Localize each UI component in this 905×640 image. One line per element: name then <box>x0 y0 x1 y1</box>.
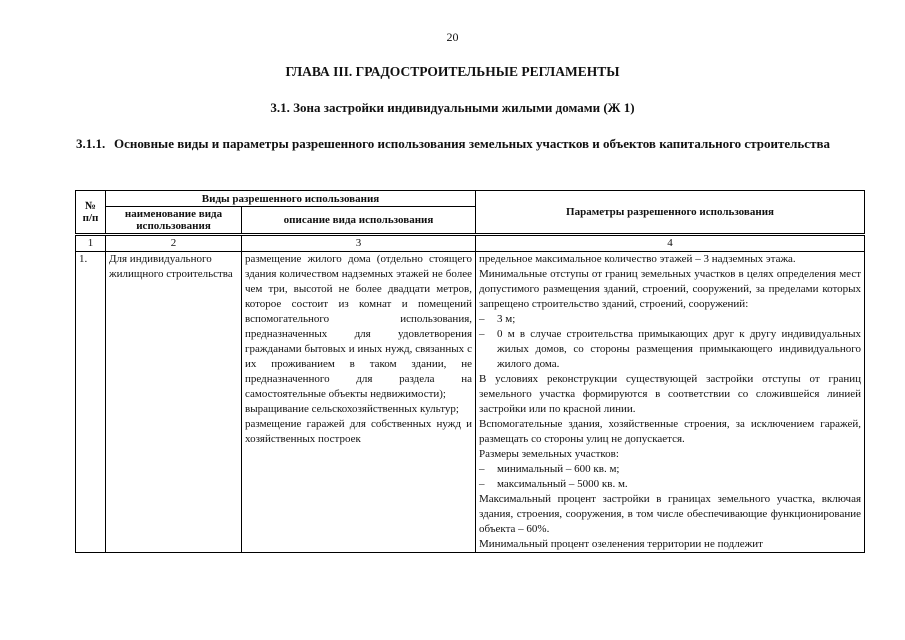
chapter-title: ГЛАВА III. ГРАДОСТРОИТЕЛЬНЫЕ РЕГЛАМЕНТЫ <box>285 64 620 79</box>
use-name-cell: Для индивидуального жилищного строительства <box>106 252 242 553</box>
description-paragraph: размещение жилого дома (отдельно стоящего здания количеством надземных этажей не более чем три, высотой не более двадцати метров, которое состоит из комнат и помещений вспомогательного использования, предназначенных для удовлетворения гражданами бытовых и иных нужд, связанных с их проживанием в таком здании, не предназначенного для раздела на самостоятельные объекты недвижимости); <box>245 253 473 400</box>
params-paragraph: Минимальный процент озеленения территории не подлежит <box>479 538 763 550</box>
params-paragraph: Максимальный процент застройки в границах земельного участка, включая здания, строения, сооружения, в том числе обеспечивающие функционирование объекта – 60%. <box>479 493 862 535</box>
params-bullet <box>479 312 861 327</box>
regulations-table <box>75 190 865 553</box>
params-paragraph: предельное максимальное количество этажей – 3 надземных этажа. <box>479 253 796 265</box>
description-paragraph: размещение гаражей для собственных нужд и хозяйственных построек <box>245 418 473 445</box>
bullet-text: 3 м; <box>497 313 516 325</box>
bullet-dash: – <box>479 313 485 325</box>
description-paragraph: выращивание сельскохозяйственных культур; <box>245 403 459 415</box>
bullet-dash: – <box>479 463 485 475</box>
use-description-cell <box>242 252 476 553</box>
params-bullet <box>479 327 861 372</box>
header-description: описание вида использования <box>242 207 476 235</box>
zone-title: 3.1. Зона застройки индивидуальными жилыми домами (Ж 1) <box>270 100 635 115</box>
params-cell <box>476 252 865 553</box>
bullet-dash: – <box>479 328 485 340</box>
params-bullet <box>479 462 861 477</box>
header-use-types: Виды разрешенного использования <box>106 191 476 207</box>
params-bullet <box>479 477 861 492</box>
column-number: 4 <box>476 235 865 252</box>
section-number: 3.1.1. <box>76 136 106 151</box>
column-number: 3 <box>242 235 476 252</box>
params-paragraph: Размеры земельных участков: <box>479 448 619 460</box>
section-title-text: Основные виды и параметры разрешенного использования земельных участков и объектов капитального строительства <box>114 136 830 151</box>
params-paragraph: Вспомогательные здания, хозяйственные строения, за исключением гаражей, размещать со стороны улиц не допускается. <box>479 418 862 445</box>
header-params: Параметры разрешенного использования <box>476 191 865 235</box>
bullet-text: 0 м в случае строительства примыкающих друг к другу индивидуальных жилых домов, со стороны размещения примыкающего индивидуального жилого дома. <box>497 328 862 370</box>
page-number: 20 <box>446 30 459 44</box>
params-paragraph: Минимальные отступы от границ земельных участков в целях определения мест допустимого размещения зданий, строений, сооружений, за пределами которых запрещено строительство зданий, строений, сооружений: <box>479 268 862 310</box>
bullet-dash: – <box>479 478 485 490</box>
bullet-text: максимальный – 5000 кв. м. <box>497 478 628 490</box>
section-title <box>76 136 861 152</box>
row-number: 1. <box>76 252 106 553</box>
table-row <box>76 252 865 553</box>
column-number: 1 <box>76 235 106 252</box>
header-name: наименование вида использования <box>106 207 242 235</box>
params-paragraph: В условиях реконструкции существующей застройки отступы от границ земельного участка формируются в соответствии со сложившейся линией застройки или по красной линии. <box>479 373 862 415</box>
column-number: 2 <box>106 235 242 252</box>
header-num: № п/п <box>76 191 106 235</box>
bullet-text: минимальный – 600 кв. м; <box>497 463 620 475</box>
